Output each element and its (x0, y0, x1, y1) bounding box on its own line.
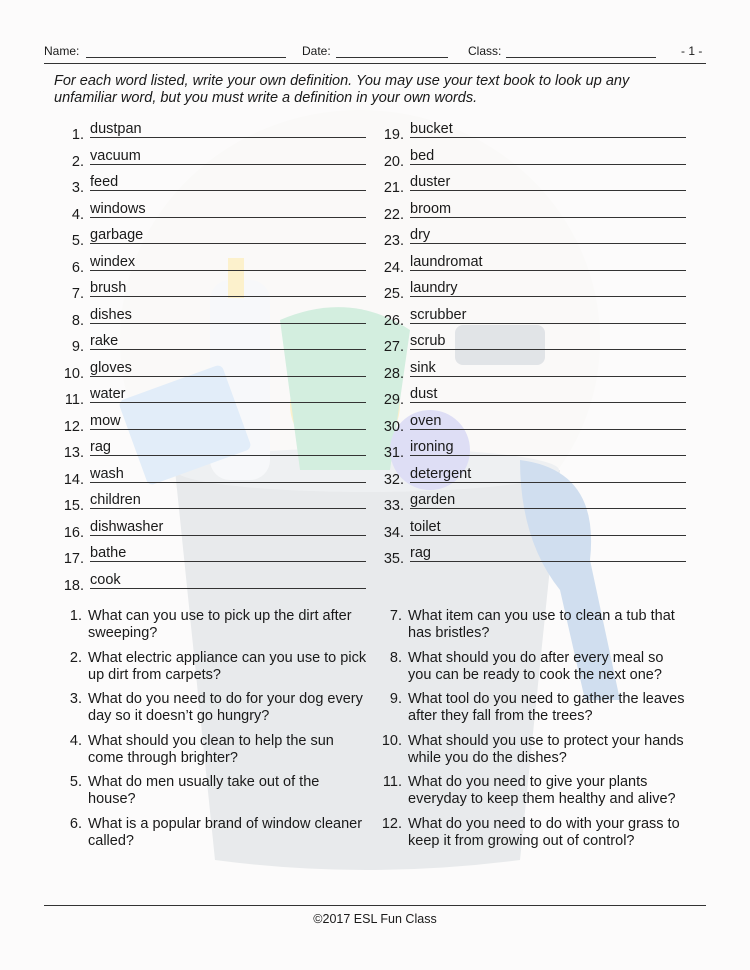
definition-line[interactable] (90, 323, 366, 324)
word-number: 15. (63, 498, 84, 514)
word-text: dishwasher (90, 518, 164, 535)
question-item (58, 691, 363, 727)
word-number: 12. (63, 418, 84, 435)
question-number: 4. (69, 732, 82, 749)
word-row (44, 545, 374, 570)
word-text: detergent (410, 465, 472, 482)
word-text: rag (90, 439, 111, 455)
word-number: 35. (383, 551, 404, 567)
word-row (44, 306, 374, 332)
word-row (364, 227, 694, 252)
definition-line[interactable] (90, 482, 366, 483)
word-text: scrubber (410, 306, 467, 323)
question-item (58, 608, 358, 644)
word-number: 26. (383, 312, 404, 329)
word-number: 5. (71, 233, 84, 249)
definition-line[interactable] (90, 190, 366, 191)
question-number: 8. (389, 649, 402, 666)
word-row (44, 386, 374, 411)
word-number: 28. (383, 365, 404, 382)
definition-line[interactable] (410, 349, 686, 350)
word-number: 7. (71, 286, 84, 302)
instructions: For each word listed, write your own definition. You may use your text book to look up any unfamiliar word, but you must write a definition in your own words. (54, 73, 630, 106)
definition-line[interactable] (410, 455, 686, 456)
date-field[interactable] (336, 57, 448, 58)
class-field[interactable] (506, 57, 656, 58)
footer-copyright: ©2017 ESL Fun Class (313, 912, 437, 926)
word-number: 6. (71, 259, 84, 276)
definition-line[interactable] (410, 561, 686, 562)
word-text: scrub (410, 333, 446, 349)
definition-line[interactable] (90, 243, 366, 244)
word-row (44, 439, 374, 464)
question-number: 1. (69, 608, 82, 624)
word-number: 29. (383, 392, 404, 408)
word-row (44, 571, 374, 597)
word-row (44, 359, 374, 385)
word-row (44, 492, 374, 517)
word-number: 3. (71, 180, 84, 196)
question-item (58, 733, 358, 769)
word-number: 32. (383, 471, 404, 488)
definition-line[interactable] (90, 296, 366, 297)
word-row (44, 174, 374, 199)
word-row (44, 333, 374, 358)
word-row (44, 200, 374, 226)
word-number: 33. (383, 498, 404, 514)
word-number: 10. (63, 365, 84, 382)
definition-line[interactable] (90, 164, 366, 165)
word-row (364, 121, 694, 146)
definition-line[interactable] (410, 376, 686, 377)
question-number: 3. (69, 691, 82, 707)
definition-line[interactable] (90, 217, 366, 218)
question-item (378, 732, 684, 769)
word-text: dustpan (90, 121, 142, 137)
word-row (44, 253, 374, 279)
word-number: 34. (383, 524, 404, 541)
definition-line[interactable] (410, 164, 686, 165)
word-row (44, 227, 374, 252)
definition-line[interactable] (90, 137, 366, 138)
question-number: 2. (69, 649, 82, 666)
word-text: bucket (410, 121, 453, 137)
question-item (58, 815, 363, 852)
question-item (58, 649, 367, 686)
word-text: bed (410, 147, 435, 164)
definition-line[interactable] (410, 323, 686, 324)
word-number: 22. (383, 206, 404, 223)
class-label: Class: (468, 44, 502, 58)
question-number: 9. (389, 691, 402, 707)
question-number: 12. (381, 815, 402, 832)
question-item (378, 691, 685, 727)
question-number: 5. (69, 774, 82, 790)
word-text: rake (90, 333, 119, 349)
question-text: What should you do after every meal so you can be ready to cook the next one? (408, 649, 664, 683)
word-row (364, 439, 694, 464)
word-number: 25. (383, 286, 404, 302)
word-text: gloves (90, 359, 132, 376)
word-number: 8. (71, 312, 84, 329)
word-row (364, 306, 694, 332)
word-number: 4. (71, 206, 84, 223)
definition-line[interactable] (90, 270, 366, 271)
word-text: rag (410, 545, 431, 561)
word-row (44, 518, 374, 544)
question-item (378, 774, 678, 810)
word-text: broom (410, 200, 452, 217)
definition-line[interactable] (90, 508, 366, 509)
word-number: 14. (63, 471, 84, 488)
question-item (378, 816, 678, 852)
date-label: Date: (302, 44, 331, 58)
word-row (44, 121, 374, 146)
word-row (364, 518, 694, 544)
question-text: What tool do you need to gather the leaves after they fall from the trees? (408, 691, 685, 724)
word-row (364, 333, 694, 358)
word-text: windows (90, 200, 146, 217)
word-text: laundry (410, 280, 458, 296)
question-text: What is a popular brand of window cleaner called? (88, 815, 363, 849)
word-number: 13. (63, 445, 84, 461)
definition-line[interactable] (90, 349, 366, 350)
question-text: What do you need to give your plants everyday to keep them healthy and alive? (408, 774, 676, 807)
question-text: What do you need to do for your dog every day so it doesn’t go hungry? (88, 691, 363, 724)
question-text: What electric appliance can you use to pick up dirt from carpets? (88, 649, 367, 683)
word-text: cook (90, 571, 121, 588)
definition-line[interactable] (410, 402, 686, 403)
word-text: sink (410, 359, 436, 376)
word-number: 20. (383, 153, 404, 170)
word-text: mow (90, 412, 121, 429)
word-text: garbage (90, 227, 144, 243)
word-row (364, 465, 694, 491)
question-number: 10. (381, 732, 402, 749)
definition-line[interactable] (90, 588, 366, 589)
word-text: dry (410, 227, 431, 243)
word-number: 11. (64, 392, 84, 408)
definition-line[interactable] (410, 508, 686, 509)
word-text: duster (410, 174, 451, 190)
word-row (44, 465, 374, 491)
question-number: 6. (69, 815, 82, 832)
word-number: 27. (383, 339, 404, 355)
question-text: What can you use to pick up the dirt after sweeping? (88, 608, 352, 641)
definition-line[interactable] (410, 190, 686, 191)
word-number: 19. (383, 127, 404, 143)
definition-line[interactable] (90, 429, 366, 430)
word-text: wash (90, 465, 124, 482)
word-number: 17. (63, 551, 84, 567)
definition-line[interactable] (90, 402, 366, 403)
word-number: 31. (383, 445, 404, 461)
word-row (44, 147, 374, 173)
definition-line[interactable] (90, 561, 366, 562)
word-text: vacuum (90, 147, 141, 164)
definition-line[interactable] (410, 429, 686, 430)
question-text: What do men usually take out of the house? (88, 774, 320, 807)
word-row (364, 412, 694, 438)
word-row (364, 492, 694, 517)
question-item (378, 608, 678, 644)
definition-line[interactable] (410, 137, 686, 138)
name-field[interactable] (86, 57, 286, 58)
word-number: 23. (383, 233, 404, 249)
word-number: 21. (383, 180, 404, 196)
definition-line[interactable] (90, 455, 366, 456)
word-text: dust (410, 386, 438, 402)
question-item (378, 650, 678, 686)
question-number: 7. (389, 608, 402, 624)
name-label: Name: (44, 44, 80, 58)
word-row (364, 386, 694, 411)
word-text: windex (90, 253, 136, 270)
footer-divider (44, 905, 706, 906)
word-row (364, 359, 694, 385)
word-text: feed (90, 174, 119, 190)
question-text: What should you use to protect your hands while you do the dishes? (408, 732, 684, 766)
word-text: oven (410, 412, 442, 429)
page-number: - 1 - (681, 44, 703, 58)
word-row (44, 412, 374, 438)
word-number: 24. (383, 259, 404, 276)
word-number: 9. (71, 339, 84, 355)
word-row (364, 545, 694, 570)
header-divider (44, 63, 706, 64)
definition-line[interactable] (410, 270, 686, 271)
word-text: laundromat (410, 253, 483, 270)
word-row (44, 280, 374, 305)
definition-line[interactable] (410, 296, 686, 297)
word-text: ironing (410, 439, 454, 455)
word-text: bathe (90, 545, 127, 561)
word-row (364, 200, 694, 226)
word-text: garden (410, 492, 456, 508)
word-text: dishes (90, 306, 132, 323)
word-number: 1. (71, 127, 84, 143)
word-number: 30. (383, 418, 404, 435)
word-number: 18. (63, 577, 84, 594)
definition-line[interactable] (90, 535, 366, 536)
worksheet-header (44, 44, 706, 62)
definition-line[interactable] (410, 217, 686, 218)
question-number: 11. (382, 774, 402, 790)
definition-line[interactable] (410, 535, 686, 536)
word-row (364, 253, 694, 279)
question-text: What do you need to do with your grass to keep it from growing out of control? (408, 815, 680, 849)
word-number: 16. (63, 524, 84, 541)
question-text: What should you clean to help the sun come through brighter? (88, 732, 334, 766)
definition-line[interactable] (410, 482, 686, 483)
word-row (364, 147, 694, 173)
definition-line[interactable] (90, 376, 366, 377)
word-text: toilet (410, 518, 441, 535)
word-text: children (90, 492, 141, 508)
word-row (364, 280, 694, 305)
question-text: What item can you use to clean a tub that has bristles? (408, 608, 675, 641)
definition-line[interactable] (410, 243, 686, 244)
word-text: brush (90, 280, 127, 296)
word-row (364, 174, 694, 199)
word-number: 2. (71, 153, 84, 170)
question-item (58, 774, 358, 810)
word-text: water (90, 386, 126, 402)
